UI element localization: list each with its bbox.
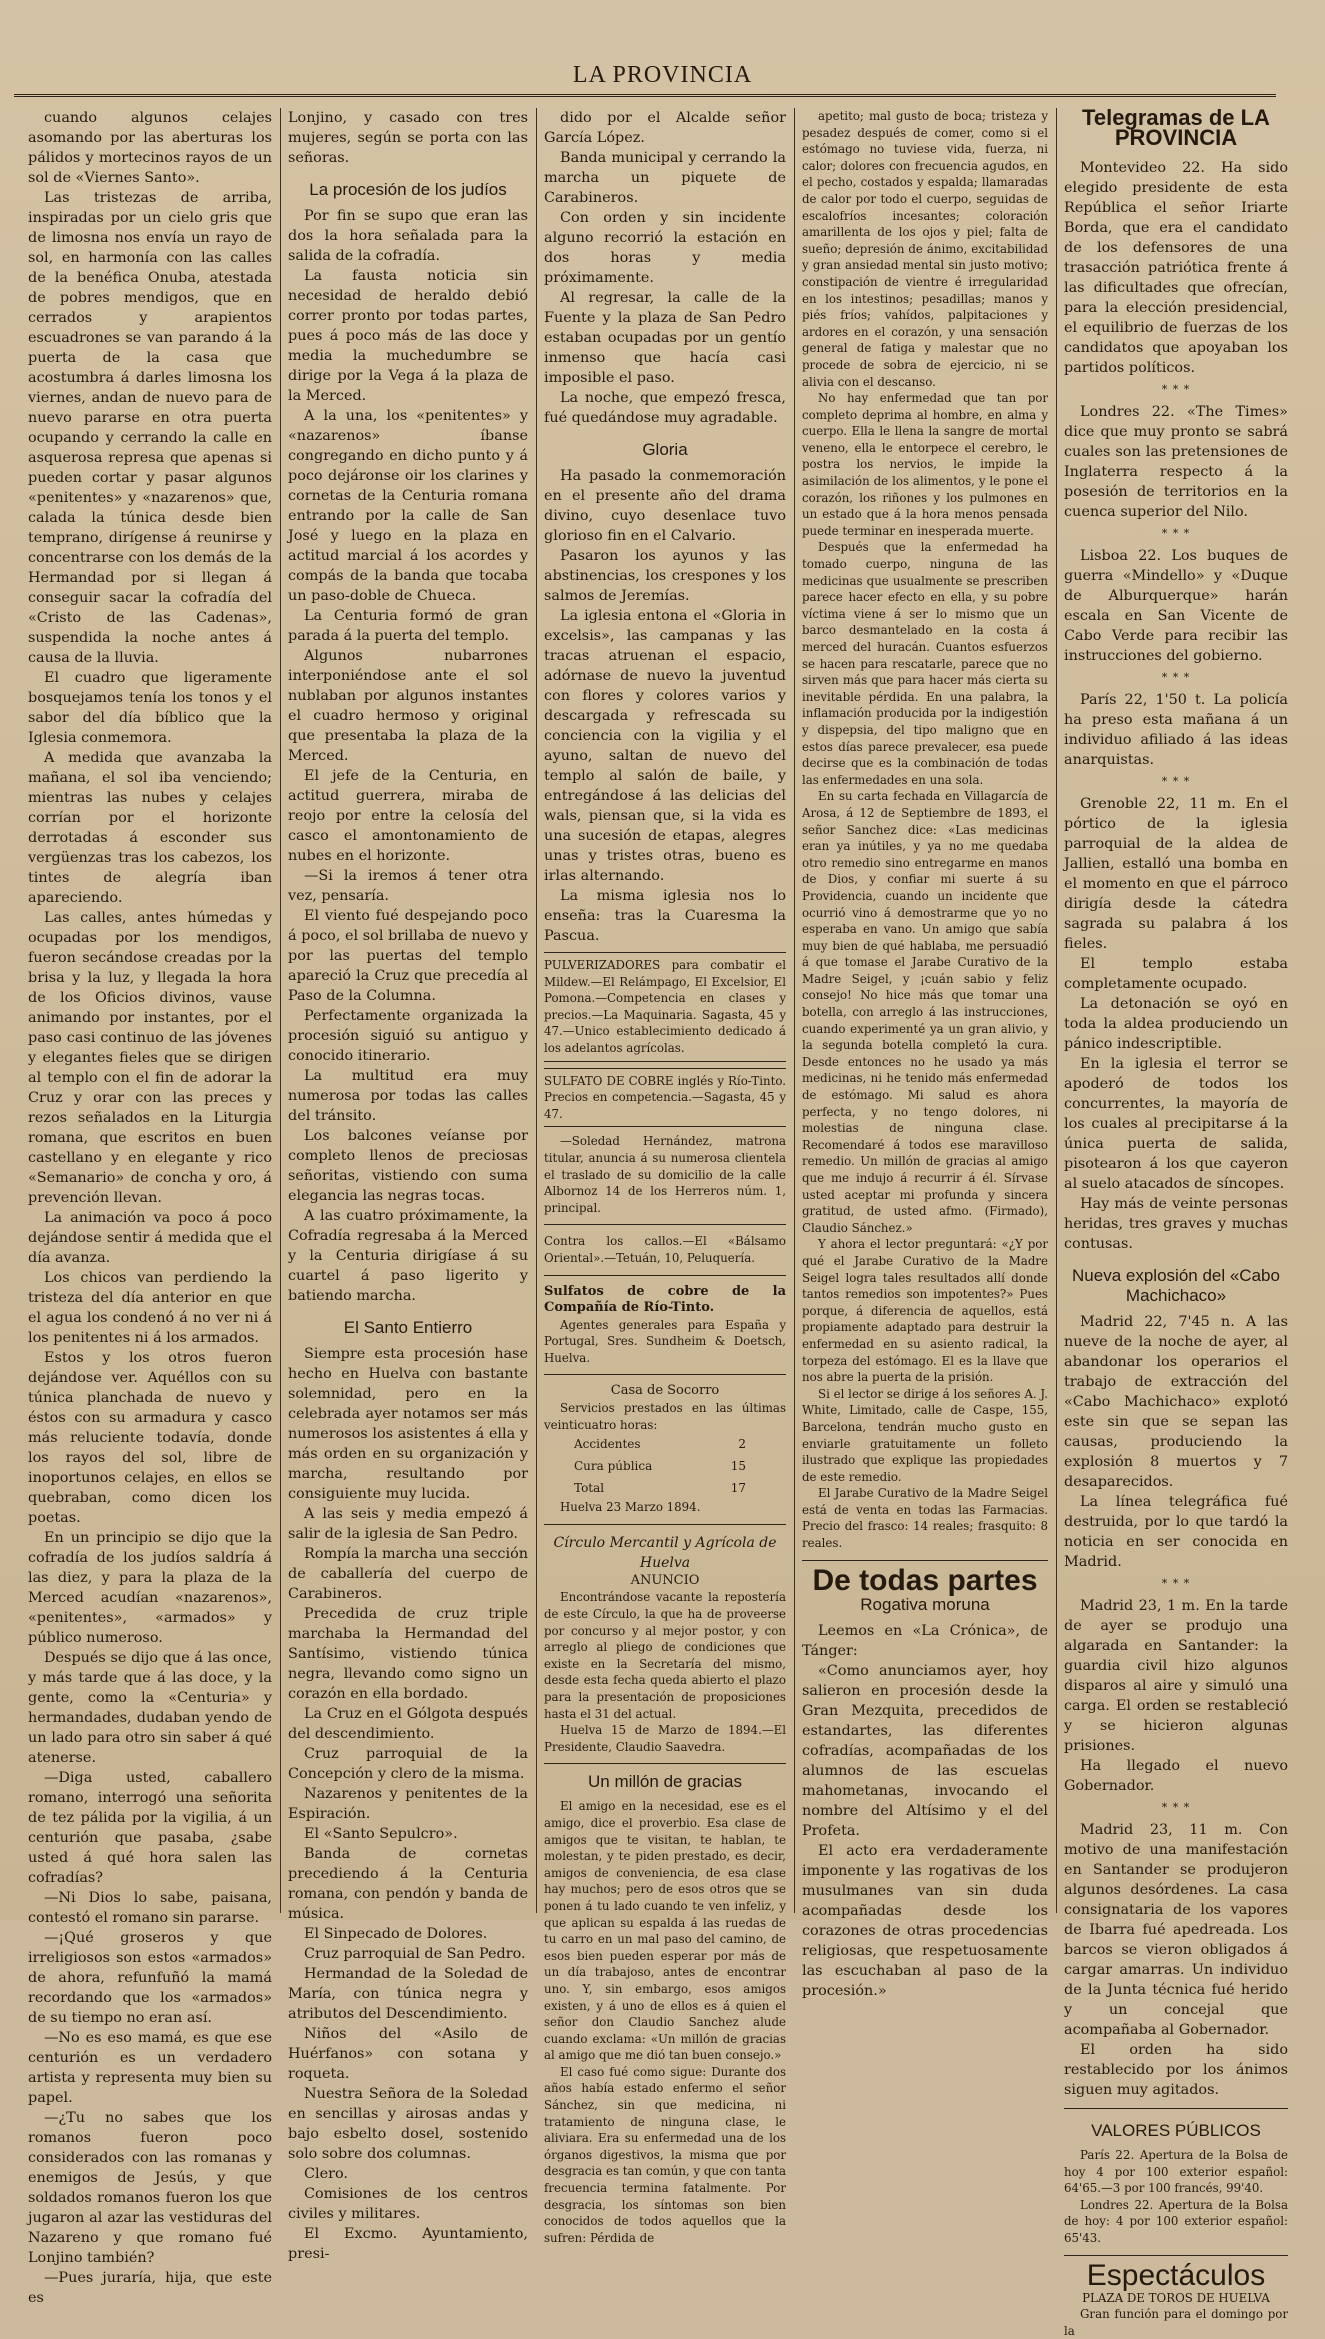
paragraph: Nuestra Señora de la Soledad en sencillas y airosas andas y bajo esbelto dosel, sostenido solo sobre dos columnas. — [288, 2086, 528, 2162]
paragraph: El Jarabe Curativo de la Madre Seigel está de venta en todas las Farmacias. Precio del frasco: 14 reales; frasquito: 8 reales. — [802, 1486, 1048, 1551]
table-row — [544, 1455, 786, 1477]
paragraph: —Pues juraría, hija, que este es — [28, 2270, 272, 2306]
paragraph: Con orden y sin incidente alguno recorrió la estación en dos horas y media próximamente. — [544, 210, 786, 286]
separator: * * * — [1161, 1801, 1191, 1814]
row-label: Cura pública — [574, 1459, 653, 1474]
section-heading: Un millón de gracias — [587, 1772, 742, 1792]
paragraph: La Centuria formó de gran parada á la puerta del templo. — [288, 608, 528, 644]
paragraph: En la iglesia el terror se apoderó de todos los concurrentes, la mayoría de los cuales al precipitarse á la única puerta de salida, pisotearon á los que cayeron al suelo atacados de síncopes. — [1064, 1056, 1288, 1192]
paragraph: Los balcones veíanse por completo llenos de preciosas señoritas, vistiendo con suma elegancia las negras tocas. — [288, 1128, 528, 1204]
paragraph: Cruz parroquial de la Concepción y clero de la misma. — [288, 1746, 528, 1782]
divider — [544, 1224, 786, 1225]
separator: * * * — [1161, 671, 1191, 684]
separator: * * * — [1161, 775, 1191, 788]
paragraph: A la una, los «penitentes» y «nazarenos» íbanse congregando en dicho punto y á poco dejáronse oir los clarines y cornetas de la Centuria romana entrando por la calle de San José y luego en la plaza en actitud marcial á los acordes y compás de la banda que tocaba un paso-doble de Chueca. — [288, 408, 528, 604]
paragraph: Estos y los otros fueron dejándose ver. Aquéllos con su túnica planchada de nuevo y éstos con su armadura y casco más reluciente todavía, donde los rayos del sol, libre de inoportunos celajes, en ellos se quebraban, como dicen los poetas. — [28, 1350, 272, 1526]
column-1 — [28, 108, 272, 2306]
paragraph: A medida que avanzaba la mañana, el sol iba venciendo; mientras las nubes y celajes corrían por el horizonte derrotadas á esconder sus vergüenzas tras los cabezos, los tintes de alegría iban apareciendo. — [28, 750, 272, 906]
circulo-title: Círculo Mercantil y Agrícola de Huelva — [553, 1534, 777, 1571]
divider — [544, 1524, 786, 1525]
paragraph: Las tristezas de arriba, inspiradas por un cielo gris que de limosna nos envía un rayo de sol, en harmonía con las calles de la benéfica Onuba, atestada de pobres mendigos, que en cerrados y arapientos escuadrones se van parando á la puerta de la casa que acostumbra á darles limosna los viernes, andan de nuevo para de nuevo pararse en otra puerta ocupando y cerrando la calle en asquerosa represa que apenas si pueden cortar y pasar algunos «penitentes» y «nazarenos» que, calada la túnica desde bien temprano, dirígense á reunirse y concentrarse con los demás de la Hermandad por si llegan á conseguir sacar la cofradía del «Cristo de las Cadenas», suspendida la noche antes á causa de la lluvia. — [28, 190, 272, 666]
paragraph: Nazarenos y penitentes de la Espiración. — [288, 1786, 528, 1822]
paragraph: Precedida de cruz triple marchaba la Hermandad del Santísimo, vistiendo túnica negra, llevando como signo un corazón en ella bordado. — [288, 1606, 528, 1702]
section-heading: Rogativa moruna — [860, 1594, 990, 1614]
paragraph: La misma iglesia nos lo enseña: tras la Cuaresma la Pascua. — [544, 888, 786, 944]
paragraph: La detonación se oyó en toda la aldea produciendo un pánico indescriptible. — [1064, 996, 1288, 1052]
paragraph: Al regresar, la calle de la Fuente y la plaza de San Pedro estaban ocupadas por un gentío inmenso que hacía casi imposible el paso. — [544, 290, 786, 386]
separator: * * * — [1161, 527, 1191, 540]
advert-box — [544, 1068, 786, 1128]
paragraph: Algunos nubarrones interponiéndose ante el sol nublaban por algunos instantes el cuadro hermoso y original que presentaba la plaza de la Merced. — [288, 648, 528, 764]
paragraph: Pasaron los ayunos y las abstinencias, los crespones y los salmos de Jeremías. — [544, 548, 786, 604]
paragraph: —No es eso mamá, es que ese centurión es un verdadero artista y representa muy bien su papel. — [28, 2030, 272, 2106]
paragraph: apetito; mal gusto de boca; tristeza y pesadez después de comer, como si el estómago no tuviese vida, fuerza, ni calor; dolores con frecuencia agudos, en el pecho, costados y espalda; llamaradas de calor por todo el cuerpo, seguidas de escalofríos incesantes; coloración amarillenta de los ojos y piel; falta de sueño; depresión de ánimo, excitabilidad y gran ansiedad mental sin justo motivo; constipación de vientre é irregularidad en los intestinos; pesadillas; manos y piés fríos; vahídos, palpitaciones y ardores en el corazón, y una sensación general de fatiga y malestar que no procede de sobra de ejercicio, ni se alivia con el descanso. — [802, 109, 1048, 389]
column-rule — [536, 108, 537, 1913]
paragraph: Leemos en «La Crónica», de Tánger: — [802, 1622, 1048, 1659]
column-4 — [802, 108, 1048, 1999]
paragraph: Madrid 23, 1 m. En la tarde de ayer se produjo una algarada en Santander: la guardia civil hizo algunos disparos al aire y simuló una carga. El orden se restableció y se hicieron algunas prisiones. — [1064, 1598, 1288, 1754]
paragraph: Gran función para el domingo por la — [1064, 2307, 1288, 2338]
advert-matrona: —Soledad Hernández, matrona titular, anuncia á su numerosa clientela el traslado de su domicilio de la calle Albornoz 14 de los Herreros núm. 1, principal. — [544, 1134, 786, 1215]
socorro-table — [544, 1433, 786, 1499]
section-heading: Nueva explosión del «Cabo Machichaco» — [1072, 1266, 1280, 1305]
divider — [802, 1560, 1048, 1561]
paragraph: Perfectamente organizada la procesión siguió su antiguo y conocido itinerario. — [288, 1008, 528, 1064]
separator: * * * — [1161, 383, 1191, 396]
paragraph: En un principio se dijo que la cofradía de los judíos saldría á las diez, y para la plaza de la Merced acudían «nazarenos», «penitentes», «armados» y público numeroso. — [28, 1530, 272, 1646]
paragraph: París 22, 1'50 t. La policía ha preso esta mañana á un individuo afiliado á las ideas anarquistas. — [1064, 692, 1288, 768]
paragraph: Banda municipal y cerrando la marcha un piquete de Carabineros. — [544, 150, 786, 206]
paragraph: El acto era verdaderamente imponente y las rogativas de los musulmanes van sin duda acompañadas desde los corazones de otras procedencias religiosas, que respetuosamente las escuchaban al paso de la procesión.» — [802, 1842, 1048, 1999]
paragraph: Y ahora el lector preguntará: «¿Y por qué el Jarabe Curativo de la Madre Seigel logra tales resultados allí donde tantos remedios son impotentes?» Pues porque, á diferencia de aquellos, está propiamente adaptado para destruir la enfermedad en su asiento radical, la torpeza del estómago. El es la llave que nos abre la puerta de la prisión. — [802, 1237, 1048, 1385]
section-heading: La procesión de los judíos — [309, 180, 507, 199]
masthead: LA PROVINCIA — [572, 62, 753, 88]
paragraph: El caso fué como sigue: Durante dos años había estado enfermo el señor Sánchez, sin que medicina, ni tratamiento de ninguna clase, le aliviara. Era su enfermedad una de los órganos digestivos, la misma que por desgracia es tan común, y que con tanta frecuencia termina fatalmente. Por desgracia, los síntomas son bien conocidos de todos aquellos que la sufren: Pérdida de — [544, 2064, 786, 2245]
row-value: 2 — [738, 1437, 746, 1452]
anuncio-text: Encontrándose vacante la repostería de este Círculo, la que ha de proveerse por concurso y al mejor postor, y con arreglo al pliego de condiciones que existe en la Secretaría del mismo, desde esta fecha queda abierto el plazo para la presentación de proposiciones hasta el 31 del actual. — [544, 1590, 786, 1721]
paragraph: Londres 22. «The Times» dice que muy pronto se sabrá cuales son las pretensiones de Inglaterra respecto á la posesión de territorios en la cuenca superior del Nilo. — [1064, 404, 1288, 520]
paragraph: Montevideo 22. Ha sido elegido presidente de esta República el señor Iriarte Borda, que era el candidato de los defensores de una trasacción patriótica frente á las dificultades que ofrecían, para la elección presidencial, el equilibrio de fuerzas de los candidatos que apoyaban los partidos políticos. — [1064, 160, 1288, 376]
socorro-title: Casa de Socorro — [610, 1383, 720, 1399]
row-value: 17 — [730, 1481, 746, 1496]
paragraph: La Cruz en el Gólgota después del descendimiento. — [288, 1706, 528, 1742]
row-label: Accidentes — [574, 1437, 641, 1452]
paragraph: A las seis y media empezó á salir de la iglesia de San Pedro. — [288, 1506, 528, 1542]
paragraph: Las calles, antes húmedas y ocupadas por los mendigos, fueron secándose creadas por la brisa y la luz, y llegada la hora de los Oficios divinos, vause animando por instantes, por el paso casi continuo de las jóvenes y elegantes fieles que se dirigen al templo con el fin de adorar la Cruz y orar con las preces y rezos señalados en la Liturgia romana, que escritos en buen castellano y en elegante y rico «Semanario» de concha y oro, á prevención llevan. — [28, 910, 272, 1206]
paragraph: Ha llegado el nuevo Gobernador. — [1064, 1758, 1288, 1794]
paragraph: Banda de cornetas precediendo á la Centuria romana, con pendón y banda de música. — [288, 1846, 528, 1922]
paragraph: Después que la enfermedad ha tomado cuerpo, ninguna de las medicinas que usualmente se prescriben parece hacer efecto en ella, y su pobre víctima viene á ser lo mismo que un barco desmantelado en la costa á merced del huracán. Cuantos esfuerzos se hacen para rescatarle, parece que no sirven más que para hacer más cierta su inevitable pérdida. En una palabra, la inflamación producida por la indigestión y dispepsia, del tipo maligno que en estos días parece prevalecer, esa puede decirse que es la combinación de todas las enfermedades en una sola. — [802, 540, 1048, 787]
table-row — [544, 1433, 786, 1455]
divider — [544, 1374, 786, 1375]
paragraph: La fausta noticia sin necesidad de heraldo debió correr pronto por todas partes, pues á poco más de las doce y media la muchedumbre se dirige por la Vega á la plaza de la Merced. — [288, 268, 528, 404]
column-2 — [288, 108, 528, 2262]
section-heading: Gloria — [642, 440, 688, 459]
paragraph: La animación va poco á poco dejándose sentir á medida que el día avanza. — [28, 1210, 272, 1266]
row-label: Total — [574, 1481, 605, 1496]
telegrams-heading: Telegramas de LA PROVINCIA — [1082, 105, 1270, 150]
plaza-heading: PLAZA DE TOROS DE HUELVA — [1082, 2290, 1270, 2305]
paragraph: En su carta fechada en Villagarcía de Arosa, á 12 de Septiembre de 1893, el señor Sanchez dice: «Las medicinas eran ya inútiles, y ya no me quedaba otro remedio sino entregarme en manos de Dios, y confiar mi suerte á su Providencia, cuando un incidente que ocurrió vino á demostrarme que yo no esperaba en vano. Un amigo que sabía muy bien de qué hablaba, me persuadió á que tomase el Jarabe Curativo de la Madre Seigel, y ¡cuán sabio y feliz consejo! No hice más que tomar una botella, con arreglo á las instrucciones, cuando experimenté ya un gran alivio, y la segunda botella completó la cura. Desde entonces no he usado ya más medicinas, ni he tenido más enfermedad de estómago. Mi salud es ahora perfecta, y no tengo dolores, ni molestias de ninguna clase. Recomendaré á todos ese maravilloso remedio. Un millón de gracias al amigo que me indujo á recurrir á él. Sírvase usted aceptar mi profunda y sincera gratitud, de usted afmo. (Firmado), Claudio Sánchez.» — [802, 789, 1048, 1235]
column-rule — [794, 108, 795, 1913]
anuncio-signature: Huelva 15 de Marzo de 1894.—El Presidente, Claudio Saavedra. — [544, 1723, 786, 1754]
paragraph: El Sinpecado de Dolores. — [304, 1926, 488, 1942]
advert-sulfatos-title: Sulfatos de cobre de la Compañía de Río-Tinto. — [544, 1283, 786, 1316]
paragraph: El jefe de la Centuria, en actitud guerrera, miraba de reojo por entre la celosía del casco el amontonamiento de nubes en el horizonte. — [288, 768, 528, 864]
section-heading: El Santo Entierro — [343, 1318, 473, 1337]
paragraph: —Si la iremos á tener otra vez, pensaría. — [288, 868, 528, 904]
paragraph: dido por el Alcalde señor García López. — [544, 110, 786, 146]
paragraph: Grenoble 22, 11 m. En el pórtico de la iglesia parroquial de la aldea de Jallien, estalló una bomba en el momento en que el párroco dirigía desde la cátedra sagrada su palabra á los fieles. — [1064, 796, 1288, 952]
paragraph: El amigo en la necesidad, ese es el amigo, dice el proverbio. Esa clase de amigos que te visitan, te hablan, te molestan, y te piden prestado, es decir, amigos de conveniencia, de esa clase hay muchos; pero de esos otros que se ponen á tu lado cuando te ven infeliz, y que aplican su espalda á las ruedas de tu carro en un mal paso del camino, de esos bien pueden esperar por más de un día trabajoso, antes de encontrar uno. Y, sin embargo, esos amigos existen, y á uno de ellos es á quien el señor don Claudio Sanchez alude cuando exclama: «Un millón de gracias al amigo que me dió tan buen consejo.» — [544, 1799, 786, 2063]
paragraph: París 22. Apertura de la Bolsa de hoy 4 por 100 exterior español: 64'65.—3 por 100 francés, 99'40. — [1064, 2148, 1288, 2196]
paragraph: Hermandad de la Soledad de María, con túnica negra y atributos del Descendimiento. — [288, 1966, 528, 2022]
advert-callos: Contra los callos.—El «Bálsamo Oriental».—Tetuán, 10, Peluquería. — [544, 1234, 786, 1265]
advert-sulfatos-text: Agentes generales para España y Portugal, Sres. Sundheim & Doetsch, Huelva. — [544, 1317, 786, 1365]
paragraph: —¡Qué groseros y que irreligiosos son estos «armados» de ahora, refunfuñó la mamá recordando que los «armados» de su tiempo no eran así. — [28, 1930, 272, 2026]
advert-pulverizadores: PULVERIZADORES para combatir el Mildew.—El Relámpago, El Excelsior, El Pomona.—Competencia en clases y precios.—La Maquinaria. Sagasta, 45 y 47.—Unico establecimiento dedicado á los adelantos agrícolas. — [544, 958, 786, 1055]
column-rule — [1056, 108, 1057, 1913]
socorro-date: Huelva 23 Marzo 1894. — [560, 1500, 701, 1515]
paragraph: cuando algunos celajes asomando por las aberturas los pálidos y mortecinos rayos de un sol de «Viernes Santo». — [28, 110, 272, 186]
paragraph: La multitud era muy numerosa por todas las calles del tránsito. — [288, 1068, 528, 1124]
paragraph: Londres 22. Apertura de la Bolsa de hoy: 4 por 100 exterior español: 65'43. — [1064, 2197, 1288, 2245]
paragraph: La iglesia entona el «Gloria in excelsis», las campanas y las tracas atruenan el espacio, adórnase de nuevo la juventud con flores y colores varios y descargada y refrescada su conciencia con la vigilia y el ayuno, saltan de nuevo del templo al salón de baile, y entregándose á las delicias del wals, piensan que, si la vida es una sucesión de etapas, alegres unas y tristes otras, bueno es irlas alternando. — [544, 608, 786, 884]
paragraph: El Excmo. Ayuntamiento, presi- — [288, 2226, 528, 2262]
paragraph: Por fin se supo que eran las dos la hora señalada para la salida de la cofradía. — [288, 208, 528, 264]
paragraph: —Ni Dios lo sabe, paisana, contestó el romano sin pararse. — [28, 1890, 272, 1926]
paragraph: Comisiones de los centros civiles y militares. — [288, 2186, 528, 2222]
column-3 — [544, 108, 786, 2245]
paragraph: —Diga usted, caballero romano, interrogó una señorita de tez pálida por la vigilia, á un centurión que pasaba, ¿sabe usted á qué hora salen las cofradías? — [28, 1770, 272, 1886]
paragraph: Después se dijo que á las once, y más tarde que á las doce, y la gente, como la «Centuria» y hermandades, dudaban yendo de un lado para otro sin saber á qué atenerse. — [28, 1650, 272, 1766]
paragraph: Los chicos van perdiendo la tristeza del día anterior en que el agua los condenó á no ver ni á los penitentes ni á los armados. — [28, 1270, 272, 1346]
paragraph: A las cuatro próximamente, la Cofradía regresaba á la Merced y la Centuria dirigíase á su cuartel á paso ligerito y batiendo marcha. — [288, 1208, 528, 1304]
paragraph: El orden ha sido restablecido por los ánimos siguen muy agitados. — [1064, 2042, 1288, 2098]
paragraph: Cruz parroquial de San Pedro. — [304, 1946, 526, 1962]
paragraph: El templo estaba completamente ocupado. — [1064, 956, 1288, 992]
divider — [544, 1763, 786, 1764]
paragraph: Madrid 22, 7'45 n. A las nueve de la noche de ayer, al abandonar los operarios el trabajo de extracción del «Cabo Machichaco» explotó este sin que se sepan las causas, produciendo la explosión 8 muertos y 7 desaparecidos. — [1064, 1314, 1288, 1490]
paragraph: La línea telegráfica fué destruida, por lo que tardó la noticia en ser conocida en Madrid. — [1064, 1494, 1288, 1570]
paragraph: La noche, que empezó fresca, fué quedándose muy agradable. — [544, 390, 786, 426]
anuncio-title: ANUNCIO — [630, 1572, 700, 1588]
top-rule — [14, 94, 1276, 97]
column-5 — [1064, 105, 1288, 2338]
advert-sulfato: SULFATO DE COBRE inglés y Río-Tinto. Precios en competencia.—Sagasta, 45 y 47. — [544, 1073, 786, 1121]
paragraph: Siempre esta procesión hase hecho en Huelva con bastante solemnidad, pero en la celebrada ayer notamos ser más numerosos los asistentes á ella y más orden en su organización y marcha, resultando por consiguiente muy lucida. — [288, 1346, 528, 1502]
paragraph: No hay enfermedad que tan por completo deprima al hombre, en alma y cuerpo. Ella le llena la sangre de mortal veneno, ella le entorpece el cerebro, le postra los nervios, le impide la asimilación de los alimentos, y le pone el corazón, los riñones y los pulmones en un estado que á la hora menos pensada puede terminar en inesperada muerte. — [802, 391, 1048, 538]
table-row — [544, 1477, 786, 1499]
separator: * * * — [1161, 1577, 1191, 1590]
paragraph: Clero. — [304, 2166, 348, 2182]
row-value: 15 — [730, 1459, 746, 1474]
paragraph: El viento fué despejando poco á poco, el sol brillaba de nuevo y por las puertas del templo apareció la Cruz que precedía al Paso de la Columna. — [288, 908, 528, 1004]
divider — [1064, 2108, 1288, 2109]
paragraph: Lisboa 22. Los buques de guerra «Mindello» y «Duque de Alburquerque» harán escala en San Vicente de Cabo Verde para recibir las instrucciones del gobierno. — [1064, 548, 1288, 664]
paragraph: Niños del «Asilo de Huérfanos» con sotana y roqueta. — [288, 2026, 528, 2082]
paragraph: Si el lector se dirige á los señores A. J. White, Limitado, calle de Caspe, 155, Barcelona, tendrán mucho gusto en enviarle gratuitamente un folleto ilustrado que explique las propiedades de este remedio. — [802, 1386, 1048, 1484]
divider — [1064, 2255, 1288, 2256]
socorro-intro: Servicios prestados en las últimas veinticuatro horas: — [544, 1401, 786, 1432]
paragraph: «Como anunciamos ayer, hoy salieron en procesión desde la Gran Mezquita, precedidos de estandartes, las diferentes cofradías, acompañadas de los alumnos de las escuelas mahometanas, invocando el nombre del Altísimo y el del Profeta. — [802, 1662, 1048, 1839]
paragraph: Madrid 23, 11 m. Con motivo de una manifestación en Santander se produjeron algunos desórdenes. La casa consignataria de los vapores de Ibarra fué apedreada. Los barcos se vieron obligados á cargar amarras. Un individuo de la Junta técnica fué herido y un concejal que acompañaba al Gobernador. — [1064, 1822, 1288, 2038]
advert-box — [544, 952, 786, 1062]
paragraph: Hay más de veinte personas heridas, tres graves y muchas contusas. — [1064, 1196, 1288, 1252]
column-rule — [280, 108, 281, 1913]
paragraph: El «Santo Sepulcro». — [304, 1826, 458, 1842]
paragraph: —¿Tu no sabes que los romanos fueron poco considerados con las romanas y enemigos de Jesús, y que soldados romanos fueron los que jugaron al azar las vestiduras del Nazareno y que romano fué Lonjino también? — [28, 2110, 272, 2266]
section-heading: VALORES PÚBLICOS — [1091, 2121, 1261, 2140]
paragraph: Ha pasado la conmemoración en el presente año del drama divino, cuyo desenlace tuvo glorioso fin en el Calvario. — [544, 468, 786, 544]
paragraph: Rompía la marcha una sección de caballería del cuerpo de Carabineros. — [288, 1546, 528, 1602]
paragraph: El cuadro que ligeramente bosquejamos tenía los tonos y el sabor del día bíblico que la Iglesia conmemora. — [28, 670, 272, 746]
divider — [544, 1275, 786, 1276]
section-heading-large: Espectáculos — [1086, 2258, 1266, 2292]
paragraph: Lonjino, y casado con tres mujeres, según se porta con las señoras. — [288, 110, 528, 166]
section-heading-large: De todas partes — [812, 1563, 1038, 1597]
